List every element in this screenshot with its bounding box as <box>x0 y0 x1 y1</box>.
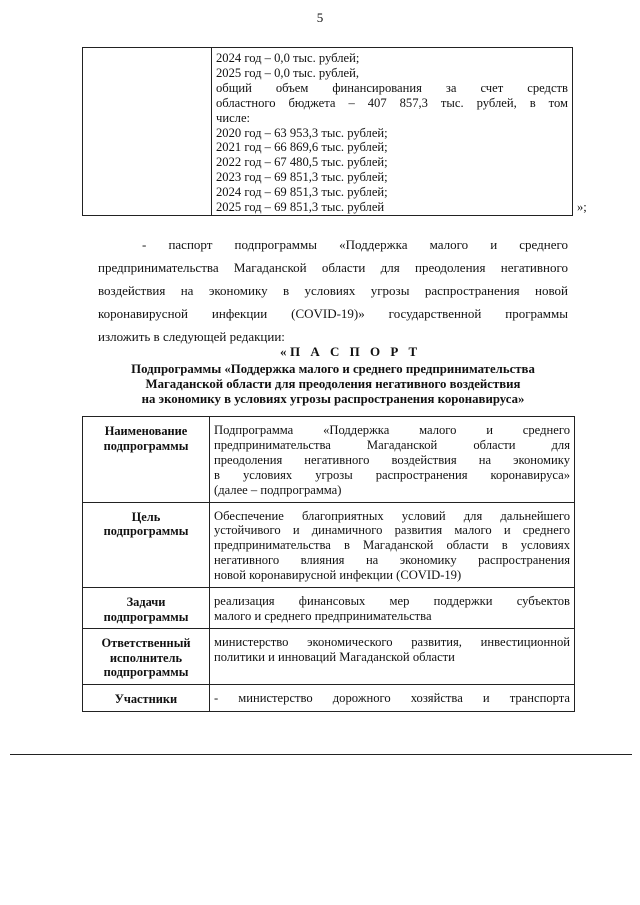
value-line: (далее – подпрограмма) <box>214 482 342 497</box>
paragraph-line: изложить в следующей редакции: <box>98 329 285 344</box>
value-line: реализация финансовых мер поддержки субъектов <box>214 594 570 609</box>
row-value <box>210 588 575 629</box>
row-label <box>83 417 210 503</box>
financing-line: 2022 год – 67 480,5 тыс. рублей; <box>216 155 388 170</box>
row-goal <box>83 502 575 588</box>
financing-table-label-cell <box>83 48 212 216</box>
paragraph-line: - паспорт подпрограммы «Поддержка малого и среднего <box>142 237 568 252</box>
financing-table-value-cell <box>212 48 573 216</box>
financing-line: областного бюджета – 407 857,3 тыс. рублей, в том <box>216 95 568 110</box>
passport-title: «П А С П О Р Т <box>280 344 421 359</box>
passport-subtitle <box>98 362 568 407</box>
passport-table <box>82 416 575 712</box>
value-line: Подпрограмма «Поддержка малого и среднего <box>214 423 570 437</box>
value-line: министерство экономического развития, инвестиционной <box>214 635 570 650</box>
label-line: исполнитель <box>109 650 183 665</box>
label-line: подпрограммы <box>103 524 189 539</box>
financing-line: 2020 год – 63 953,3 тыс. рублей; <box>216 125 388 140</box>
label-line: Цель <box>131 509 161 524</box>
value-line: устойчивого и динамичного развития малого и среднего <box>214 523 570 538</box>
subtitle-line: Магаданской области для преодоления негативного воздействия <box>145 377 521 391</box>
value-line: в условиях угрозы распространения коронавируса» <box>214 467 570 482</box>
subtitle-line: Подпрограммы «Поддержка малого и среднего предпринимательства <box>131 362 535 376</box>
row-name <box>83 417 575 503</box>
page-number: 5 <box>316 10 324 25</box>
paragraph-line: воздействия на экономику в условиях угрозы распространения новой <box>98 283 568 298</box>
financing-line: 2024 год – 0,0 тыс. рублей; <box>216 51 360 65</box>
row-tasks <box>83 588 575 629</box>
row-label <box>83 629 210 685</box>
financing-line: общий объем финансирования за счет средств <box>216 80 568 95</box>
financing-line: 2021 год – 66 869,6 тыс. рублей; <box>216 140 388 155</box>
financing-table <box>82 47 573 216</box>
page-divider <box>10 754 632 755</box>
value-line: малого и среднего предпринимательства <box>214 608 432 623</box>
financing-line: 2024 год – 69 851,3 тыс. рублей; <box>216 185 388 200</box>
row-value <box>210 685 575 712</box>
paragraph-line: предпринимательства Магаданской области для преодоления негативного <box>98 260 568 275</box>
value-line: негативного влияния на экономику распространения <box>214 553 570 568</box>
financing-line: 2023 год – 69 851,3 тыс. рублей; <box>216 170 388 185</box>
value-line: - министерство дорожного хозяйства и транспорта <box>214 691 570 706</box>
financing-line: числе: <box>216 110 251 125</box>
amendment-paragraph <box>98 233 568 348</box>
value-line: предпринимательства в Магаданской области в условиях <box>214 538 570 553</box>
label-line: Участники <box>114 692 178 707</box>
label-line: Наименование <box>104 424 188 438</box>
label-line: подпрограммы <box>103 438 189 453</box>
row-value <box>210 417 575 503</box>
value-line: Обеспечение благоприятных условий для дальнейшего <box>214 508 570 523</box>
financing-line: 2025 год – 69 851,3 тыс. рублей <box>216 200 385 215</box>
label-line: подпрограммы <box>103 665 189 680</box>
paragraph-line: коронавирусной инфекции (COVID-19)» государственной программы <box>98 306 568 321</box>
row-value <box>210 629 575 685</box>
row-label <box>83 588 210 629</box>
financing-line: 2025 год – 0,0 тыс. рублей, <box>216 65 359 80</box>
closing-quote-mark: »; <box>577 200 587 214</box>
row-value <box>210 502 575 588</box>
row-responsible <box>83 629 575 685</box>
row-label <box>83 502 210 588</box>
value-line: преодоления негативного воздействия на экономику <box>214 452 570 467</box>
subtitle-line: на экономику в условиях угрозы распространения коронавируса» <box>141 392 525 406</box>
row-participants <box>83 685 575 712</box>
row-label <box>83 685 210 712</box>
value-line: новой коронавирусной инфекции (COVID-19) <box>214 568 462 583</box>
label-line: Задачи <box>126 595 166 610</box>
label-line: Ответственный <box>101 636 191 651</box>
label-line: подпрограммы <box>103 609 189 624</box>
value-line: политики и инноваций Магаданской области <box>214 650 455 665</box>
value-line: предпринимательства Магаданской области для <box>214 437 570 452</box>
